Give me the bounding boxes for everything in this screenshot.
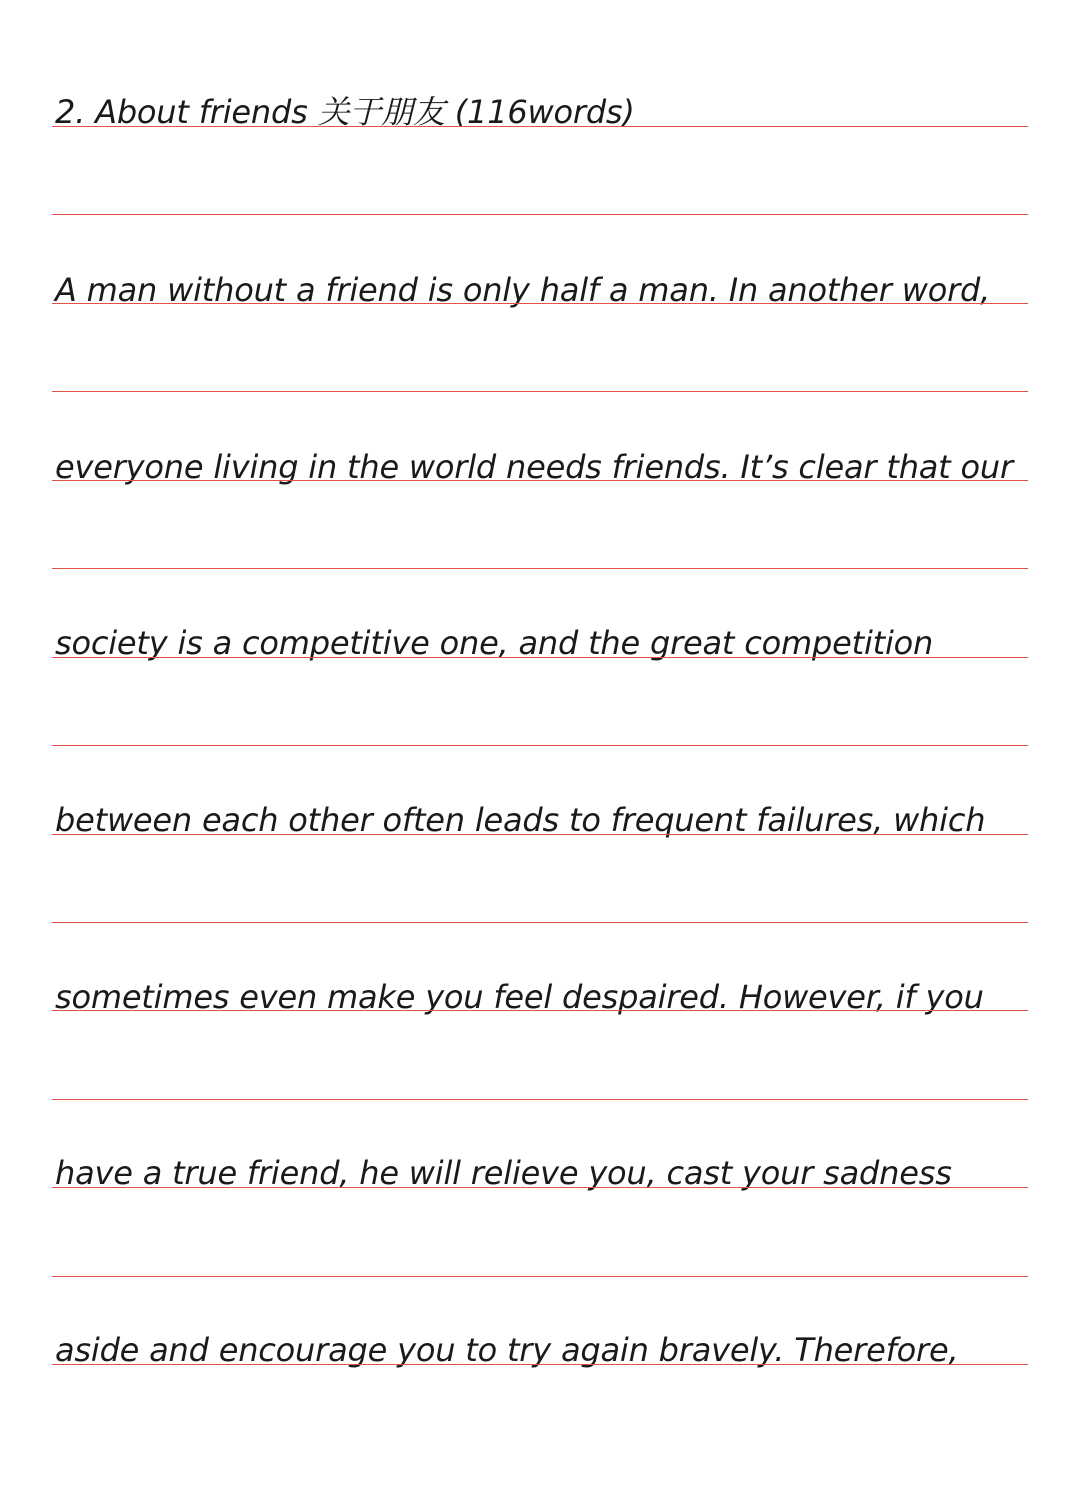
essay-line-4: between each other often leads to frequent failures, which (55, 801, 986, 839)
ruled-line (52, 1099, 1028, 1100)
ruled-line (52, 126, 1028, 127)
ruled-line (52, 1364, 1028, 1365)
ruled-line (52, 922, 1028, 923)
essay-line-5: sometimes even make you feel despaired. However, if you (55, 978, 984, 1016)
essay-line-3: society is a competitive one, and the great competition (55, 624, 934, 662)
ruled-line (52, 391, 1028, 392)
essay-line-2: everyone living in the world needs friends. It’s clear that our (55, 448, 1013, 486)
ruled-line (52, 214, 1028, 215)
ruled-line (52, 1010, 1028, 1011)
ruled-line (52, 303, 1028, 304)
essay-line-7: aside and encourage you to try again bravely. Therefore, (55, 1331, 959, 1369)
ruled-line (52, 745, 1028, 746)
ruled-line (52, 657, 1028, 658)
title-number: 2. (55, 93, 86, 131)
essay-line-1: A man without a friend is only half a man. In another word, (55, 271, 991, 309)
ruled-line (52, 1187, 1028, 1188)
ruled-line (52, 1276, 1028, 1277)
title-english: About friends (95, 93, 308, 131)
title-chinese: 关于朋友 (317, 93, 445, 131)
title-word-count: (116words) (454, 93, 635, 131)
ruled-line (52, 568, 1028, 569)
ruled-line (52, 834, 1028, 835)
ruled-line (52, 480, 1028, 481)
essay-line-6: have a true friend, he will relieve you, cast your sadness (55, 1154, 952, 1192)
